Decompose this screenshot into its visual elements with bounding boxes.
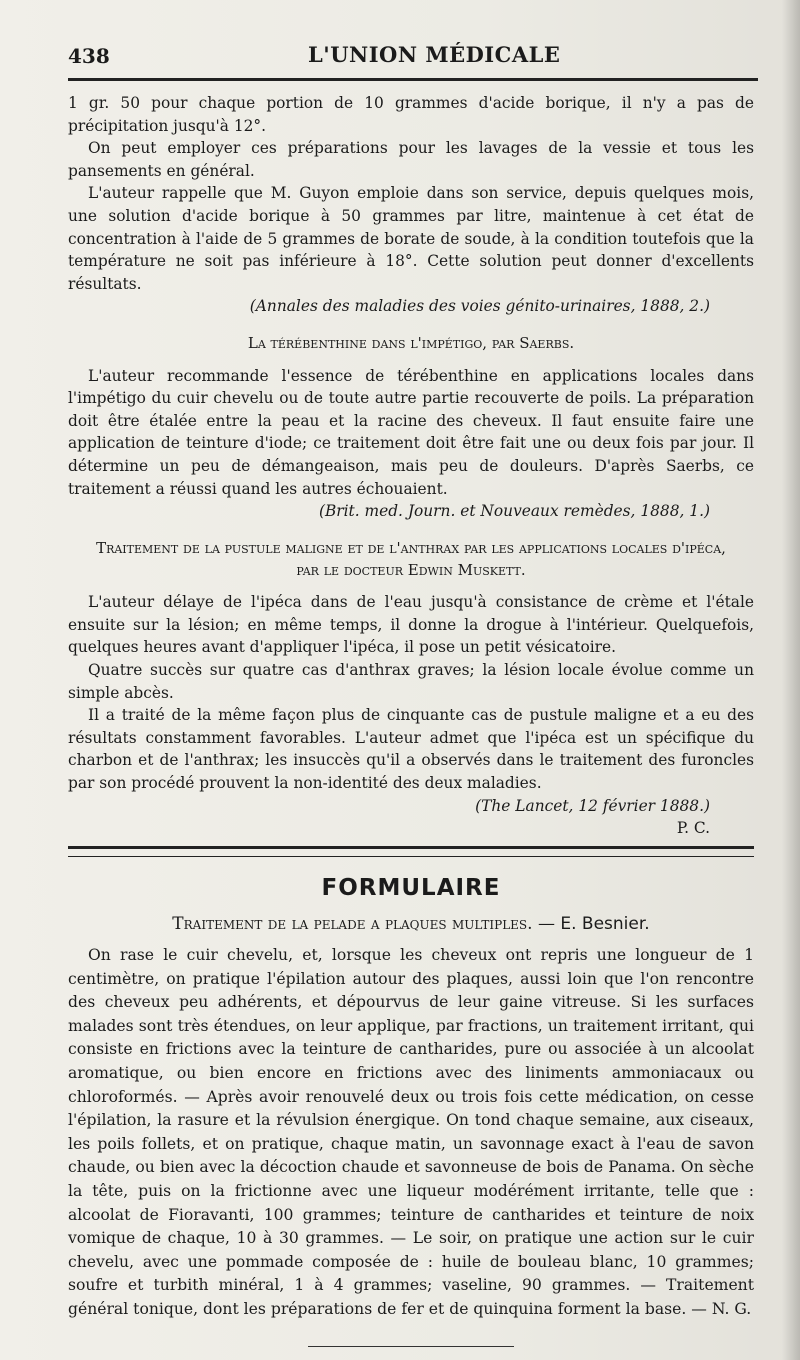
page-number: 438 [68,44,110,68]
formulaire-subtitle-text: Traitement de la pelade a plaques multiples. — [172,914,555,935]
paragraph: L'auteur recommande l'essence de térébenthine en applications locales dans l'impétigo du cuir chevelu ou de toute autre partie recouverte de poils. La préparation doit être étalée entre la peau et la racine des cheveux. Il faut ensuite faire une application de teinture d'iode; ce traitement doit être fait une ou deux fois par jour. Il détermine un peu de démangeaison, mais peu de douleurs. D'après Saerbs, ce traitement a réussi quand les autres échouaient. [68,366,754,498]
header-rule [68,78,758,81]
paragraph: 1 gr. 50 pour chaque portion de 10 grammes d'acide borique, il n'y a pas de précipitation jusqu'à 12°. [68,94,754,135]
journal-title: L'UNION MÉDICALE [308,42,561,67]
section-divider [68,846,754,857]
section-heading-author: par le docteur Edwin Muskett. [296,560,526,579]
citation: (The Lancet, 12 février 1888.) [475,796,710,815]
formulaire-author: E. Besnier. [560,914,650,935]
paragraph: L'auteur rappelle que M. Guyon emploie dans son service, depuis quelques mois, une solution d'acide borique à 50 grammes par litre, maintenue à cet état de concentration à l'aide de 5 grammes de borate de soude, à la condition toutefois que la température ne soit pas inférieure à 18°. Cette solution peut donner d'excellents résultats. [68,184,754,293]
section-heading: Traitement de la pustule maligne et de l'anthrax par les applications locales d'ipéca, [96,538,726,557]
formulaire-title: FORMULAIRE [321,874,501,901]
paragraph: L'auteur délaye de l'ipéca dans de l'eau jusqu'à consistance de crème et l'étale ensuite sur la lésion; en même temps, il donne la drogue à l'intérieur. Quelquefois, quelques heures avant d'appliquer l'ipéca, il pose un petit vésicatoire. [68,593,754,657]
section-heading: La térébenthine dans l'impétigo, par Saerbs. [247,333,575,352]
paragraph: Il a traité de la même façon plus de cinquante cas de pustule maligne et a eu des résultats constamment favorables. L'auteur admet que l'ipéca est un spécifique du charbon et de l'anthrax; les insuccès qu'il a observés dans le traitement des furoncles par son procédé prouvent la non-identité des deux maladies. [68,706,754,793]
citation: (Annales des maladies des voies génito-urinaires, 1888, 2.) [249,297,710,316]
page-header [68,40,758,74]
paragraph: On peut employer ces préparations pour les lavages de la vessie et tous les pansements en général. [68,139,754,180]
citation: (Brit. med. Journ. et Nouveaux remèdes, 1888, 1.) [318,502,710,521]
end-rule [308,1346,514,1347]
article-body [68,92,754,1347]
paragraph: Quatre succès sur quatre cas d'anthrax graves; la lésion locale évolue comme un simple abcès. [68,661,754,702]
signature: P. C. [676,819,710,838]
paragraph: On rase le cuir chevelu, et, lorsque les cheveux ont repris une longueur de 1 centimètre, on pratique l'épilation autour des plaques, aussi loin que l'on rencontre des cheveux peu adhérents, et dépourvus de leur gaine vitreuse. Si les surfaces malades sont très étendues, on leur applique, par fractions, un traitement irritant, qui consiste en frictions avec la teinture de cantharides, pure ou associée à un alcoolat aromatique, ou bien encore en frictions avec des liniments ammoniacaux ou chloroformés. — Après avoir renouvelé deux ou trois fois cette médication, on cesse l'épilation, la rasure et la révulsion énergique. On tond chaque semaine, aux ciseaux, les poils follets, et on pratique, chaque matin, un savonnage exact à l'eau de savon chaude, ou bien avec la décoction chaude et savonneuse de bois de Panama. On sèche la tête, puis on la frictionne avec une liqueur modérément irritante, telle que : alcoolat de Fioravanti, 100 grammes; teinture de cantharides et teinture de noix vomique de chaque, 10 à 30 grammes. — Le soir, on pratique une action sur le cuir chevelu, avec une pommade composée de : huile de bouleau blanc, 10 grammes; soufre et turbith minéral, 1 à 4 grammes; vaseline, 90 grammes. — Traitement général tonique, dont les préparations de fer et de quinquina forment la base. — N. G. [68,946,754,1318]
formulaire-subtitle [68,913,754,936]
